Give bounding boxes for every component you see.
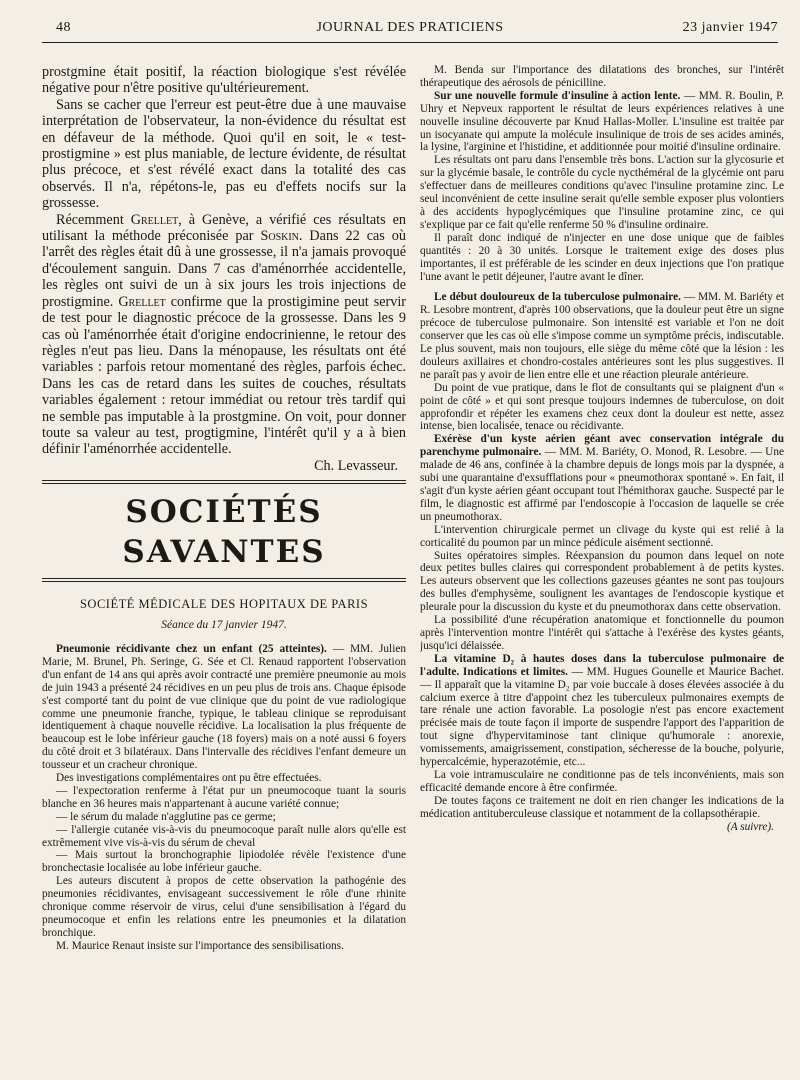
list-item: — l'allergie cutanée vis-à-vis du pneumocoque paraît nulle alors qu'elle est extrêmement vive vis-à-vis du sérum de cheval [42, 823, 406, 849]
paragraph: M. Benda sur l'importance des dilatations des bronches, sur l'intérêt thérapeutique des aérosols de pénicilline. [420, 64, 784, 89]
paragraph [42, 643, 406, 772]
paragraph [42, 212, 406, 458]
paragraph [420, 653, 784, 769]
paragraph: La voie intramusculaire ne conditionne pas de tels inconvénients, mais son efficacité demande encore à être confirmée. [420, 768, 784, 794]
journal-title: JOURNAL DES PRATICIENS [316, 20, 504, 35]
paragraph: L'intervention chirurgicale permet un clivage du kyste qui est relié à la corticalité du poumon par un mince pédicule aisément sectionné. [420, 523, 784, 549]
paragraph: Les résultats ont paru dans l'ensemble très bons. L'action sur la glycosurie et sur la glycémie basale, le contrôle du cycle nycthéméral de la glycémie ont paru s'effectuer dans de meilleures conditions qu'avec l'insuline protamine zinc. Le seul inconvénient de cette insuline serait qu'elle semble exposer plus volontiers à des accidents hypoglycémiques que l'insuline protamine zinc, ce qui s'explique par ce fait qu'elle renferme 50 % d'insuline ordinaire. [420, 154, 784, 231]
divider [42, 581, 406, 582]
left-column [42, 64, 406, 953]
divider [42, 578, 406, 579]
paragraph: Sans se cacher que l'erreur est peut-être due à une mauvaise interprétation de l'observateur, la non-évidence du résultat est en défaveur de la méthode. Quoi qu'il en soit, le « test-prostigmine » est plus maniable, de lecture évidente, de résultat plus précoce, et s'est révélé exact dans la totalité des cas observés. Il n'a, répétons-le, pas eu d'effets nocifs sur la grossesse. [42, 96, 406, 212]
divider [42, 480, 406, 481]
society-heading: SOCIÉTÉ MÉDICALE DES HOPITAUX DE PARIS [79, 597, 369, 612]
text-run: — MM. R. Boulin, P. Uhry et Nepveux rapportent le résultat de leurs expériences relatives à une nouvelle insuline découverte par Knud Hallas-Moller. L'insuline est traitée par un isocyanate qui ampute la molécule insulinique de trois de ses acides aminés, la lysine, l'arginine et l'histidine, et additionnée pour moitié d'insuline ordinaire. [420, 89, 784, 154]
session-date: Séance du 17 janvier 1947. [161, 618, 287, 631]
paragraph: Du point de vue pratique, dans le flot de consultants qui se plaignent d'un « point de côté » et qui sont presque toujours indemnes de tuberculose, on doit approfondir et répéter les examens chez ceux dont la douleur est nette, assez intense, bien localisée, tenace ou récidivante. [420, 381, 784, 433]
section-banner: SOCIÉTÉS SAVANTES [122, 494, 326, 571]
article-pneumonia [42, 643, 406, 953]
paragraph [420, 433, 784, 523]
paragraph: Suites opératoires simples. Réexpansion du poumon dans lequel on note deux petites bulles claires qui correspondent probablement à de petits kystes. Les auteurs observent que les collections gazeuses géantes ne sont pas toujours des bulles d'emphysème, soulignent les avantages de l'endoscopie kystique et pleurale pour la discussion du kyste et du pneumothorax dans cette observation. [420, 549, 784, 614]
text-run: . Dans 22 cas où l'arrêt des règles était dû à une grossesse, il n'a jamais provoqué d'écoulement sanguin. Dans 7 cas d'aménorrhée accidentelle, les règles ont suivi de un à six jours les trois injections de prostigmine. [42, 228, 406, 310]
article-title: Le début douloureux de la tuberculose pulmonaire. [434, 291, 681, 304]
text-run: , à Genève, a vérifié ces résultats en utilisant la méthode préconisée par [42, 211, 406, 245]
list-item: — l'expectoration renferme à l'état pur un pneumocoque tuant la souris blanche en 36 heures mais n'appartenant à aucune variété connue; [42, 784, 406, 810]
continued-note: (A suivre). [726, 820, 774, 833]
paragraph: De toutes façons ce traitement ne doit en rien changer les indications de la médication antituberculeuse classique et notamment de la collapsothérapie. [420, 794, 784, 820]
issue-date: 23 janvier 1947 [682, 20, 778, 35]
article-title: Sur une nouvelle formule d'insuline à action lente. [434, 89, 681, 102]
article-title: Exérèse d'un kyste aérien géant avec conservation intégrale du parenchyme pulmonaire. [420, 433, 784, 459]
paragraph [420, 90, 784, 155]
text-run: Récemment [56, 211, 131, 228]
text-run: — MM. M. Bariéty et R. Lesobre montrent, d'après 100 observations, que la douleur peut être un signe précoce de tuberculose pulmonaire. Son intensité est variable et l'on ne doit conserver que les cas où elle s'impose comme un symptôme précis, indiscutable. Le plus souvent, mais non toujours, elle siège du même côté que la lésion : les douleurs axillaires et chondro-costales antérieures sont les plus suggestives. Il ne paraît pas y avoir de lien entre elle et une réaction pleurale antérieure. [420, 291, 784, 381]
page-number: 48 [56, 20, 71, 35]
text-run: — MM. M. Bariéty, O. Monod, R. Lesobre. — Une malade de 46 ans, confinée à la chambre depuis de longs mois par la dyspnée, a subi une quarantaine d'exsufflations pour « pneumothorax spontané ». En fait, il s'agit d'un kyste aérien géant occupant tout l'hémithorax gauche. Suspecté par le film, le diagnostic est affirmé par l'endoscopie à l'occasion de laquelle se crée un pneumothorax. [420, 446, 784, 523]
author-name: Grellet [118, 293, 166, 310]
paragraph: M. Maurice Renaut insiste sur l'importance des sensibilisations. [56, 939, 344, 952]
list-item: — Mais surtout la bronchographie lipiodolée révèle l'existence d'une bronchectasie localisée au lobe inférieur gauche. [42, 849, 406, 875]
article-signature: Ch. Levasseur. [314, 457, 398, 474]
author-name: Grellet [130, 211, 179, 228]
author-name: Soskin [260, 228, 299, 245]
list-item: — le sérum du malade n'agglutine pas ce germe; [56, 810, 276, 823]
article-title: Pneumonie récidivante chez un enfant (25 atteintes). [56, 642, 327, 655]
paragraph: Des investigations complémentaires ont pu être effectuées. [56, 772, 322, 785]
paragraph: prostgmine était positif, la réaction biologique s'est révélée négative pour n'être positive qu'ultérieurement. [42, 64, 406, 97]
paragraph: Les auteurs discutent à propos de cette observation la pathogénie des pneumonies récidivantes, envisageant successivement le rôle d'une rhinite chronique comme réservoir de virus, celui d'une sensibilisation à l'égard du pneumocoque et enfin les relations entre les pneumonies et la dilatation bronchique. [42, 875, 406, 939]
paragraph: Il paraît donc indiqué de n'injecter en une dose unique que de faibles quantités : 20 à 30 unités. Lorsque le traitement exige des doses plus importantes, il est préférable de les scinder en deux injections que l'on pratique l'une avant le petit déjeuner, l'autre avant le dîner. [420, 231, 784, 283]
text-run: — MM. Hugues Gounelle et Maurice Bachet. — Il apparaît que la vitamine D₂ par voie buccale à doses élevées associée à du calcium exerce à titre d'appoint chez les tuberculeux pulmonaires exempts de tare rénale une action favorable. La posologie n'est pas encore exactement précisée mais de toute façon il importe de suspendre l'apport des l'apparition de tout signe d'hypervitaminose tant clinique qu'humorale : anorexie, vomissements, amaigrissement, constipation, sécheresse de la bouche, polyurie, hypercalcémie, hyperazotémie, etc... [420, 665, 784, 769]
text-run: confirme que la prostigimine peut servir de test pour le diagnostic précoce de la grossesse. Dans les 9 cas où l'aménorrhée était d'origine endocrinienne, le retour des règles n'eut pas lieu. Dans la ménopause, les résultats ont été variables : parfois retour momentané des règles, parfois échec. Dans les cas de retard dans les suites de couches, résultats variables également : retour immédiat ou retour très tardif qui ne semble pas imputable à la prostgmine. On voit, pour donner toute sa valeur au test, progtigmine, l'intérêt qu'il y a à bien définir l'aménorrhée accidentelle. [42, 293, 406, 458]
divider [42, 483, 406, 484]
right-column [420, 64, 784, 833]
paragraph: La possibilité d'une récupération anatomique et fonctionnelle du poumon après l'intervention montre l'intérêt qui s'attache à l'exérèse des kystes géants, jusqu'ici délaissée. [420, 614, 784, 652]
article-title: La vitamine D₂ à hautes doses dans la tuberculose pulmonaire de l'adulte. Indications et limites. [420, 652, 784, 678]
page-header [42, 18, 778, 43]
text-run: — MM. Julien Marie, M. Brunel, Ph. Seringe, G. Sée et Cl. Renaud rapportent l'observation d'un enfant de 14 ans qui après avoir contracté une première pneumonie au mois de juin 1943 a présenté 24 récidives en un peu plus de trois ans. Chaque épisode s'est comporté tant du point de vue clinique que du point de vue radiologique comme une pneumonie franche, typique, le tableau clinique se reproduisant identiquement à chaque nouvelle récidive. La localisation la plus fréquente de beaucoup est le lobe inférieur gauche (18 foyers) mais on a noté aussi 6 foyers du côté droit et 3 bilatéraux. Dans l'intervalle des récidives l'enfant demeure un tousseur et un cracheur chronique. [42, 642, 406, 772]
paragraph [420, 291, 784, 381]
